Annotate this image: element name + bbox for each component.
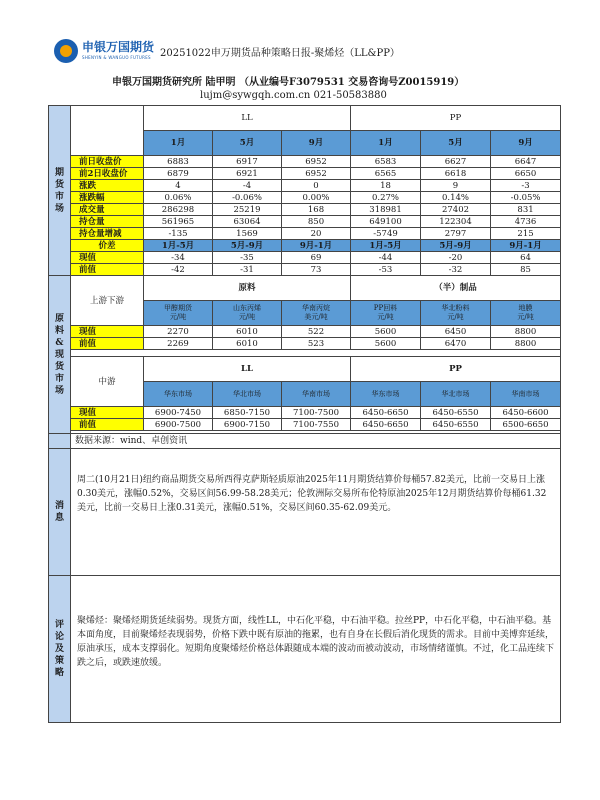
metric-value: 6618 <box>421 168 491 180</box>
strategy-table <box>48 105 561 723</box>
metric-value: 122304 <box>421 216 491 228</box>
midstream-value: 6450-6550 <box>421 407 491 419</box>
metric-value: 6917 <box>213 156 282 168</box>
metric-label: 成交量 <box>71 204 144 216</box>
data-source: 数据来源：wind、卓创资讯 <box>71 434 561 449</box>
spread-header: 9月-1月 <box>282 240 351 252</box>
metric-value: 318981 <box>351 204 421 216</box>
metric-value: 649100 <box>351 216 421 228</box>
midstream-value: 6450-6600 <box>491 407 561 419</box>
source-side-cell <box>49 434 71 449</box>
metric-value: -0.05% <box>491 192 561 204</box>
metric-value: 18 <box>351 180 421 192</box>
upstream-group-row <box>49 276 561 301</box>
midstream-section-label: 中游 <box>71 357 144 407</box>
upstream-data-row <box>49 326 561 338</box>
spread-header: 9月-1月 <box>491 240 561 252</box>
spread-value: -44 <box>351 252 421 264</box>
report-title: 20251022申万期货品种策略日报-聚烯烃（LL&PP） <box>160 48 400 59</box>
spot-spacer-row <box>49 350 561 357</box>
logo-name: 申银万国期货 <box>82 40 155 54</box>
spread-value: 73 <box>282 264 351 276</box>
month-header: 9月 <box>282 131 351 156</box>
logo-mark-icon <box>54 39 78 63</box>
spread-header: 1月-5月 <box>351 240 421 252</box>
metric-value: 20 <box>282 228 351 240</box>
spread-header: 5月-9月 <box>421 240 491 252</box>
comment-text: 聚烯烃：聚烯烃期货延续弱势。现货方面，线性LL，中石化平稳，中石油平稳。拉丝PP，中石化平稳，中石油平稳。基本面角度，目前聚烯烃表现弱势，价格下跌中既有原油的拖累，也有自身在长假后消化现货的需求。目前中美博弈延续，原油承压，成本支撑弱化。短期角度聚烯烃价格总体跟随成本端的波动而被动波动，市场情绪谨慎。不过，化工品连续下跌之后，或跌速放缓。 <box>71 576 561 723</box>
midstream-item-header: 华南市场 <box>282 382 351 407</box>
futures-side-label: 期货市场 <box>49 106 71 276</box>
month-header: 1月 <box>144 131 213 156</box>
spread-value: -42 <box>144 264 213 276</box>
metric-value: 0.27% <box>351 192 421 204</box>
spread-row-label: 现值 <box>71 252 144 264</box>
metric-value: 850 <box>282 216 351 228</box>
metric-value: -4 <box>213 180 282 192</box>
report-contact: lujm@sywgqh.com.cn 021-50583880 <box>200 90 387 101</box>
upstream-data-row <box>49 338 561 350</box>
metric-value: 6650 <box>491 168 561 180</box>
spread-header-row <box>49 240 561 252</box>
upstream-value: 8800 <box>491 326 561 338</box>
midstream-group-right: PP <box>351 357 561 382</box>
midstream-value: 6500-6650 <box>491 419 561 431</box>
upstream-value: 6010 <box>213 326 282 338</box>
metric-label: 持仓量增减 <box>71 228 144 240</box>
metric-value: 6583 <box>351 156 421 168</box>
product-header: PP <box>351 106 561 131</box>
futures-data-row <box>49 204 561 216</box>
midstream-value: 6450-6550 <box>421 419 491 431</box>
metric-value: -0.06% <box>213 192 282 204</box>
report-author: 申银万国期货研究所 陆甲明 （从业编号F3079531 交易咨询号Z0015919） <box>112 77 465 88</box>
spread-data-row <box>49 252 561 264</box>
metric-label: 持仓量 <box>71 216 144 228</box>
metric-value: 6952 <box>282 156 351 168</box>
metric-value: -3 <box>491 180 561 192</box>
upstream-value: 522 <box>282 326 351 338</box>
spread-value: 85 <box>491 264 561 276</box>
metric-value: 0 <box>282 180 351 192</box>
metric-label: 前日收盘价 <box>71 156 144 168</box>
metric-value: 0.06% <box>144 192 213 204</box>
midstream-data-row <box>49 419 561 431</box>
metric-value: 0.14% <box>421 192 491 204</box>
metric-value: 9 <box>421 180 491 192</box>
upstream-value: 2270 <box>144 326 213 338</box>
midstream-item-header: 华北市场 <box>213 382 282 407</box>
spread-value: -53 <box>351 264 421 276</box>
midstream-item-header: 华南市场 <box>491 382 561 407</box>
source-row <box>49 434 561 449</box>
upstream-row-label: 前值 <box>71 338 144 350</box>
spread-value: -32 <box>421 264 491 276</box>
metric-label: 涨跌 <box>71 180 144 192</box>
midstream-value: 6450-6650 <box>351 407 421 419</box>
midstream-data-row <box>49 407 561 419</box>
midstream-value: 6450-6650 <box>351 419 421 431</box>
metric-value: -135 <box>144 228 213 240</box>
midstream-value: 7100-7500 <box>282 407 351 419</box>
upstream-item-header: 华南丙烷 美元/吨 <box>282 301 351 326</box>
upstream-value: 5600 <box>351 338 421 350</box>
upstream-group-left: 原料 <box>144 276 351 301</box>
metric-label: 前2日收盘价 <box>71 168 144 180</box>
midstream-row-label: 现值 <box>71 407 144 419</box>
metric-value: 27402 <box>421 204 491 216</box>
news-text: 周二(10月21日)纽约商品期货交易所西得克萨斯轻质原油2025年11月期货结算价每桶57.82美元，比前一交易日上涨0.30美元，涨幅0.52%，交易区间56.99-58.28美元；伦敦洲际交易所布伦特原油2025年12月期货结算价每桶61.32美元，比前一交易日上涨0.31美元，涨幅0.51%，交易区间60.35-62.09美元。 <box>71 449 561 576</box>
month-header: 5月 <box>213 131 282 156</box>
midstream-item-header: 华东市场 <box>144 382 213 407</box>
spread-value: 64 <box>491 252 561 264</box>
upstream-row-label: 现值 <box>71 326 144 338</box>
metric-value: 4 <box>144 180 213 192</box>
futures-corner-cell <box>71 106 144 156</box>
metric-value: 561965 <box>144 216 213 228</box>
metric-value: 6921 <box>213 168 282 180</box>
upstream-item-header: 山东丙烯 元/吨 <box>213 301 282 326</box>
month-header: 9月 <box>491 131 561 156</box>
metric-value: 6952 <box>282 168 351 180</box>
upstream-item-header: 华北粉料 元/吨 <box>421 301 491 326</box>
upstream-value: 523 <box>282 338 351 350</box>
report-header <box>48 28 560 104</box>
spread-value: 69 <box>282 252 351 264</box>
midstream-group-row <box>49 357 561 382</box>
upstream-value: 6010 <box>213 338 282 350</box>
midstream-value: 6900-7150 <box>213 419 282 431</box>
metric-value: 0.00% <box>282 192 351 204</box>
metric-value: 215 <box>491 228 561 240</box>
spread-value: -34 <box>144 252 213 264</box>
futures-data-row <box>49 228 561 240</box>
upstream-value: 6450 <box>421 326 491 338</box>
spread-value: -31 <box>213 264 282 276</box>
metric-value: 1569 <box>213 228 282 240</box>
company-logo <box>54 36 155 66</box>
spread-value: -35 <box>213 252 282 264</box>
product-header: LL <box>144 106 351 131</box>
metric-value: 831 <box>491 204 561 216</box>
midstream-value: 6900-7450 <box>144 407 213 419</box>
metric-value: 6627 <box>421 156 491 168</box>
spread-label: 价差 <box>71 240 144 252</box>
metric-value: 25219 <box>213 204 282 216</box>
month-header: 1月 <box>351 131 421 156</box>
futures-data-row <box>49 168 561 180</box>
metric-value: 2797 <box>421 228 491 240</box>
spread-data-row <box>49 264 561 276</box>
comment-side-label: 评论及策略 <box>49 576 71 723</box>
upstream-value: 8800 <box>491 338 561 350</box>
upstream-section-label: 上游下游 <box>71 276 144 326</box>
midstream-item-header: 华北市场 <box>421 382 491 407</box>
metric-label: 涨跌幅 <box>71 192 144 204</box>
upstream-item-header: 地膜 元/吨 <box>491 301 561 326</box>
midstream-item-header: 华东市场 <box>351 382 421 407</box>
news-side-label: 消息 <box>49 449 71 576</box>
futures-data-row <box>49 156 561 168</box>
spread-row-label: 前值 <box>71 264 144 276</box>
spot-side-label: 原料&现货市场 <box>49 276 71 434</box>
futures-data-row <box>49 192 561 204</box>
upstream-value: 5600 <box>351 326 421 338</box>
upstream-value: 6470 <box>421 338 491 350</box>
comment-row <box>49 576 561 723</box>
midstream-value: 6850-7150 <box>213 407 282 419</box>
metric-value: 286298 <box>144 204 213 216</box>
spread-value: -20 <box>421 252 491 264</box>
upstream-value: 2269 <box>144 338 213 350</box>
spot-spacer <box>71 350 561 357</box>
news-row <box>49 449 561 576</box>
month-header: 5月 <box>421 131 491 156</box>
metric-value: 4736 <box>491 216 561 228</box>
metric-value: 63064 <box>213 216 282 228</box>
midstream-value: 6900-7500 <box>144 419 213 431</box>
midstream-value: 7100-7550 <box>282 419 351 431</box>
metric-value: 168 <box>282 204 351 216</box>
upstream-item-header: PP回料 元/吨 <box>351 301 421 326</box>
metric-value: 6879 <box>144 168 213 180</box>
logo-subtitle: SHENYIN & WANGUO FUTURES <box>82 55 151 60</box>
midstream-group-left: LL <box>144 357 351 382</box>
midstream-row-label: 前值 <box>71 419 144 431</box>
upstream-group-right: （半）制品 <box>351 276 561 301</box>
metric-value: -5749 <box>351 228 421 240</box>
spread-header: 5月-9月 <box>213 240 282 252</box>
metric-value: 6883 <box>144 156 213 168</box>
metric-value: 6565 <box>351 168 421 180</box>
metric-value: 6647 <box>491 156 561 168</box>
futures-data-row <box>49 180 561 192</box>
spread-header: 1月-5月 <box>144 240 213 252</box>
upstream-item-header: 甲醇期货 元/吨 <box>144 301 213 326</box>
futures-data-row <box>49 216 561 228</box>
futures-product-row <box>49 106 561 131</box>
